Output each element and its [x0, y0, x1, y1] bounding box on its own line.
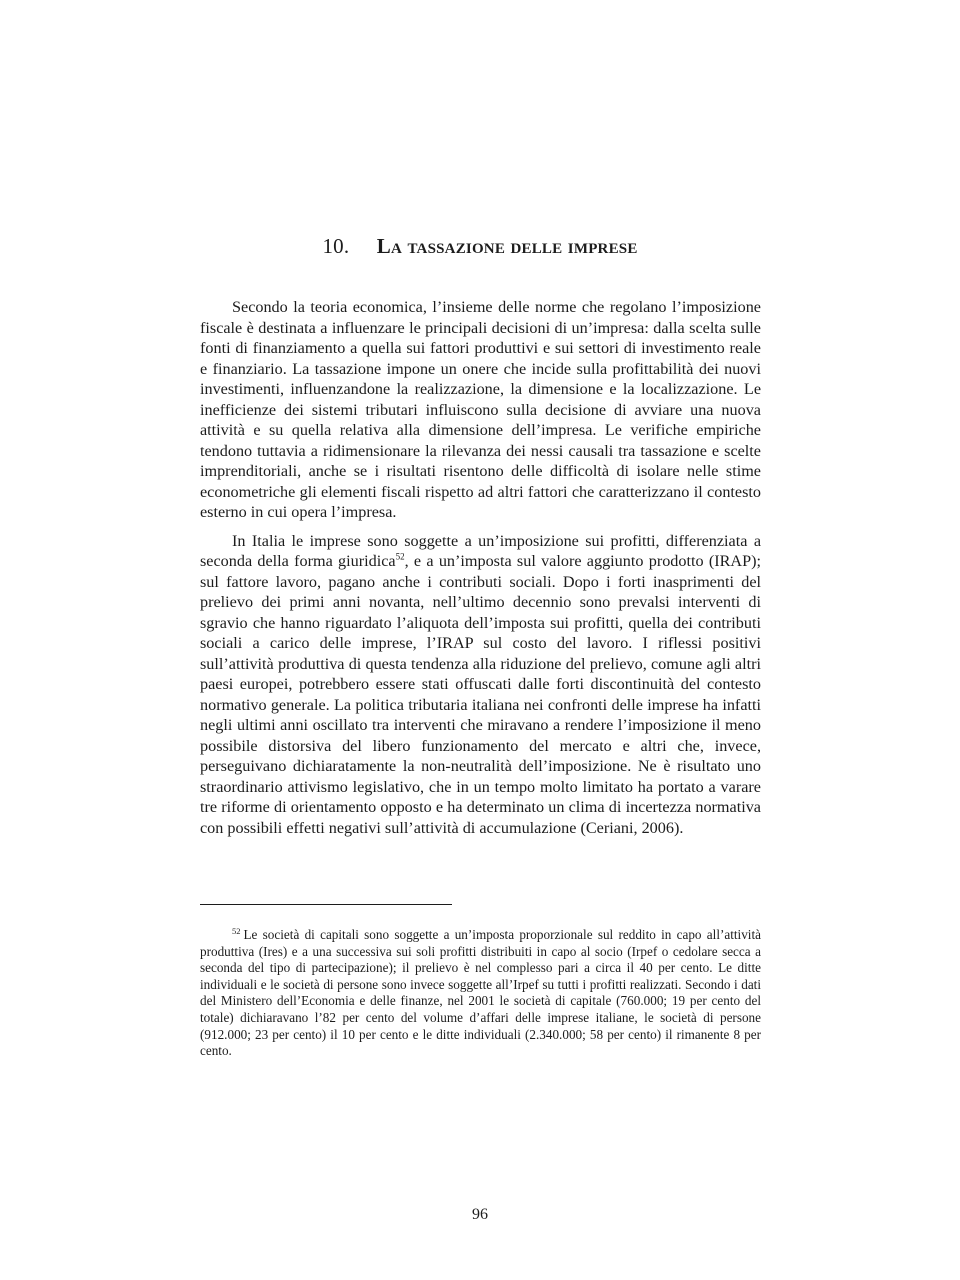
section-heading [0, 234, 960, 259]
footnote [200, 927, 761, 1060]
footnote-mark: 52 [232, 925, 241, 936]
page-number: 96 [472, 1206, 488, 1223]
paragraph-2-part-1: In Italia le imprese sono soggette a un’imposizione sui profitti, differenziata a seconda della forma giuridica [200, 531, 761, 570]
paragraph-2 [200, 531, 761, 839]
footnote-text: Le società di capitali sono soggette a un’imposta proporzionale sul reddito in capo all’attività produttiva (Ires) e a una successiva sui soli profitti distribuiti in capo al socio (Irpef o cedolare secca a seconda del tipo di partecipazione); il prelievo è nel complesso pari a circa il 40 per cento. Le ditte individuali e le società di persone sono invece soggette all’Irpef su tutti i profitti realizzati. Secondo i dati del Ministero dell’Economia e delle finanze, nel 2001 le società di capitale (760.000; 19 per cento del totale) dichiaravano l’82 per cento del volume d’affari delle imprese italiane, le società di persone (912.000; 23 per cento) il 10 per cento e le ditte individuali (2.340.000; 58 per cento) il rimanente 8 per cento. [200, 927, 761, 1059]
paragraph-2-part-2: , e a un’imposta sul valore aggiunto prodotto (IRAP); sul fattore lavoro, pagano anche i contributi sociali. Dopo i forti inasprimenti del prelievo dei primi anni novanta, nell’ultimo decennio sono prevalsi interventi di sgravio che hanno riguardato l’aliquota dell’imposta sui profitti, quella dei contributi sociali a carico delle imprese, l’IRAP sul costo del lavoro. I riflessi positivi sull’attività produttiva di questa tendenza alla riduzione del prelievo, comune agli altri paesi europei, potrebbero essere stati offuscati dalle forti discontinuità del contesto normativo generale. La politica tributaria italiana nei confronti delle imprese ha infatti negli ultimi anni oscillato tra interventi che miravano a rendere l’imposizione il meno possibile distorsiva del libero funzionamento del mercato e altri che, invece, perseguivano dichiaratamente la non-neutralità dell’imposizione. Ne è risultato uno straordinario attivismo legislativo, che in un tempo molto limitato ha portato a varare tre riforme di orientamento opposto e ha determinato un clima di incertezza normativa con possibili effetti negativi sull’attività di accumulazione (Ceriani, 2006). [200, 552, 762, 837]
section-title: La tassazione delle imprese [376, 234, 638, 258]
footnote-separator [200, 904, 452, 905]
paragraph-1: Secondo la teoria economica, l’insieme delle norme che regolano l’imposizione fiscale è destinata a influenzare le principali decisioni di un’impresa: dalla scelta sulle fonti di finanziamento a quella sui fattori produttivi e sui settori di investimento reale e finanziario. La tassazione impone un onere che incide sulla profittabilità dei nuovi investimenti, influenzandone la realizzazione, la dimensione e la localizzazione. Le inefficienze dei sistemi tributari influiscono sulla decisione di avviare una nuova attività e su quella relativa alla dimensione dell’impresa. Le verifiche empiriche tendono tuttavia a ridimensionare la rilevanza dei nessi causali tra tassazione e scelte imprenditoriali, anche se i risultati risentono delle difficoltà di isolare nelle stime econometriche gli elementi fiscali rispetto ad altri fattori che caratterizzano il contesto esterno in cui opera l’impresa. [200, 298, 761, 521]
footnote-reference[interactable]: 52 [395, 551, 405, 562]
body-text [200, 297, 761, 846]
section-number: 10. [322, 234, 350, 258]
